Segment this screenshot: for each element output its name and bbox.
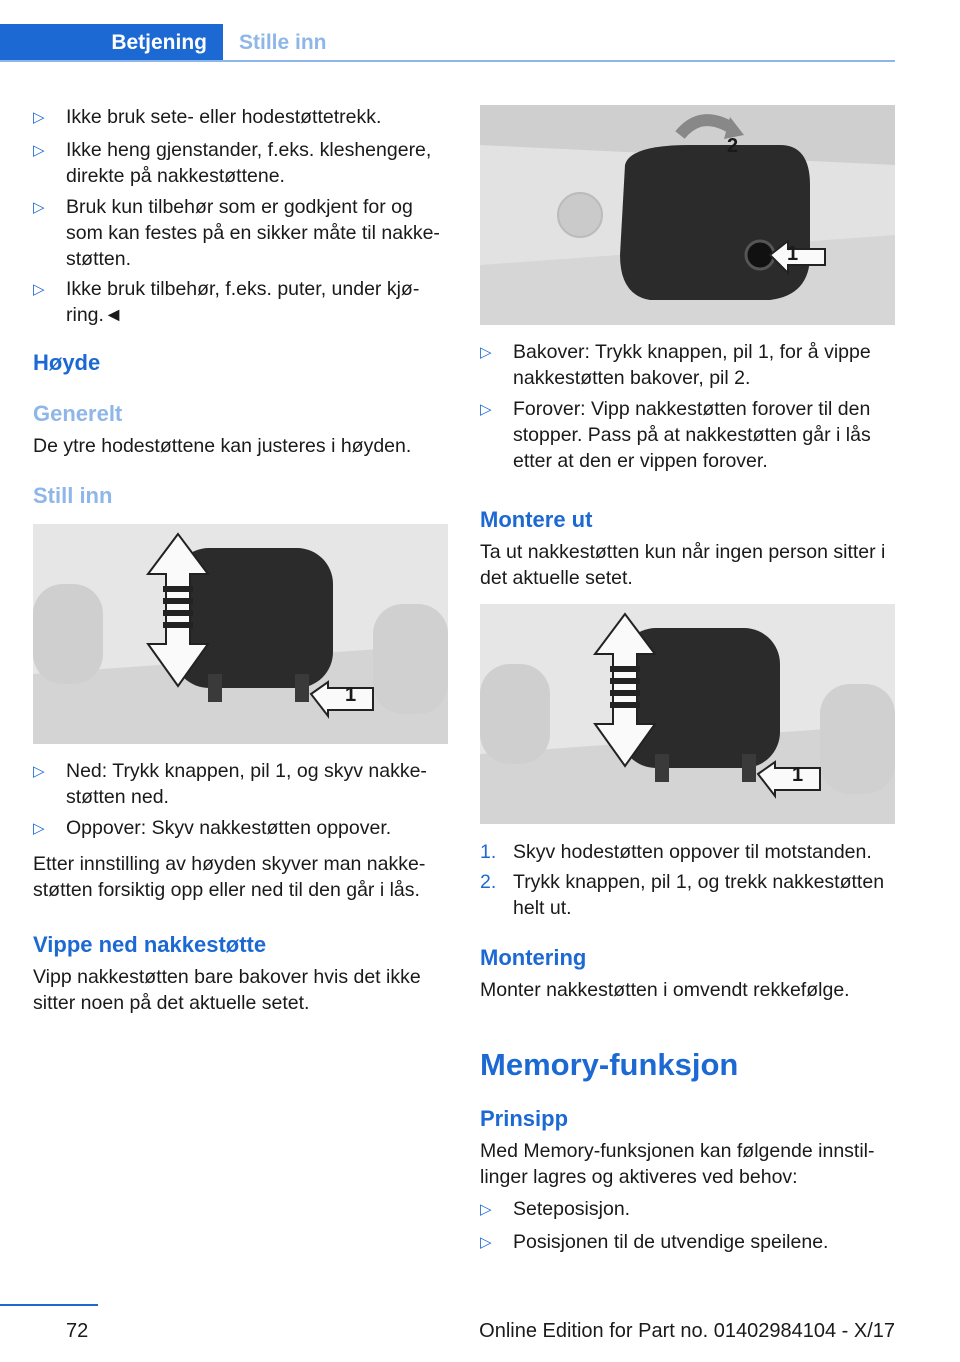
heading-montere-ut: Montere ut — [480, 507, 593, 532]
bullet-triangle-icon: ▷ — [480, 1201, 492, 1218]
list-item-text: Seteposisjon. — [513, 1198, 631, 1220]
figure-label: 1 — [787, 243, 799, 265]
bullet-triangle-icon: ▷ — [33, 281, 45, 298]
list-item-text: Bakover: Trykk knappen, pil 1, for å vippe nakkestøtten bakover, pil 2. — [513, 341, 871, 389]
bullet-triangle-icon: ▷ — [33, 109, 45, 126]
page-header — [0, 0, 960, 62]
bullet-triangle-icon: ▷ — [33, 763, 45, 780]
figure-label: 1 — [792, 764, 804, 786]
heading-hoyde: Høyde — [33, 350, 101, 375]
edition-footer: Online Edition for Part no. 01402984104 - X/17 — [479, 1320, 895, 1342]
bullet-triangle-icon: ▷ — [480, 1234, 492, 1251]
page-number: 72 — [66, 1320, 89, 1342]
list-item-text: Ned: Trykk knappen, pil 1, og skyv nakke‐ støtten ned. — [66, 760, 427, 808]
paragraph-generelt: De ytre hodestøttene kan justeres i høyden. — [33, 435, 412, 457]
paragraph-etter: Etter innstilling av høyden skyver man nakke‐ støtten forsiktig opp eller ned til den går i lås. — [33, 853, 426, 901]
bullet-triangle-icon: ▷ — [480, 344, 492, 361]
paragraph-vippe: Vipp nakkestøtten bare bakover hvis det ikke sitter noen på det aktuelle setet. — [33, 966, 421, 1014]
heading-still-inn: Still inn — [33, 483, 113, 508]
headrest-height-figure — [33, 524, 448, 744]
paragraph-prinsipp: Med Memory-funksjonen kan følgende innstil‐ linger lagres og aktiveres ved behov: — [480, 1140, 875, 1188]
step-text: Skyv hodestøtten oppover til motstanden. — [513, 841, 872, 863]
heading-vippe: Vippe ned nakkestøtte — [33, 932, 267, 957]
section-tab-stille-inn[interactable]: Stille inn — [239, 31, 327, 54]
figure-label: 2 — [727, 135, 739, 157]
figure-label: 1 — [345, 684, 357, 706]
list-item-text: Ikke heng gjenstander, f.eks. kleshengere, direkte på nakkestøttene. — [66, 139, 432, 187]
list-item-text: Ikke bruk tilbehør, f.eks. puter, under kjø‐ ring.◄ — [66, 278, 420, 326]
step-text: Trykk knappen, pil 1, og trekk nakkestøtten helt ut. — [513, 871, 885, 919]
list-item-text: Oppover: Skyv nakkestøtten oppover. — [66, 817, 392, 839]
headrest-removal-figure — [480, 604, 895, 824]
bullet-triangle-icon: ▷ — [33, 820, 45, 837]
header-rule — [0, 60, 895, 62]
heading-generelt: Generelt — [33, 401, 123, 426]
bullet-triangle-icon: ▷ — [33, 199, 45, 216]
section-tab-betjening[interactable]: Betjening — [0, 24, 223, 62]
list-item-text: Bruk kun tilbehør som er godkjent for og som kan festes på en sikker måte til nakke‐ støtten. — [66, 196, 440, 270]
bullet-triangle-icon: ▷ — [33, 142, 45, 159]
step-number: 1. — [480, 841, 497, 863]
list-item-text: Ikke bruk sete- eller hodestøttetrekk. — [66, 106, 382, 128]
list-item-text: Posisjonen til de utvendige speilene. — [513, 1231, 829, 1253]
list-item-text: Forover: Vipp nakkestøtten forover til den stopper. Pass på at nakkestøtten går i lås etter at den er vippen forover. — [513, 398, 871, 472]
heading-memory-funksjon: Memory-funksjon — [480, 1047, 739, 1082]
bullet-triangle-icon: ▷ — [480, 401, 492, 418]
paragraph-montering: Monter nakkestøtten i omvendt rekkefølge. — [480, 979, 850, 1001]
footer-rule — [0, 1304, 98, 1306]
step-number: 2. — [480, 871, 497, 893]
headrest-tilt-figure — [480, 105, 895, 325]
paragraph-montere-ut: Ta ut nakkestøtten kun når ingen person sitter i det aktuelle setet. — [480, 541, 886, 589]
heading-montering: Montering — [480, 945, 587, 970]
heading-prinsipp: Prinsipp — [480, 1106, 569, 1131]
